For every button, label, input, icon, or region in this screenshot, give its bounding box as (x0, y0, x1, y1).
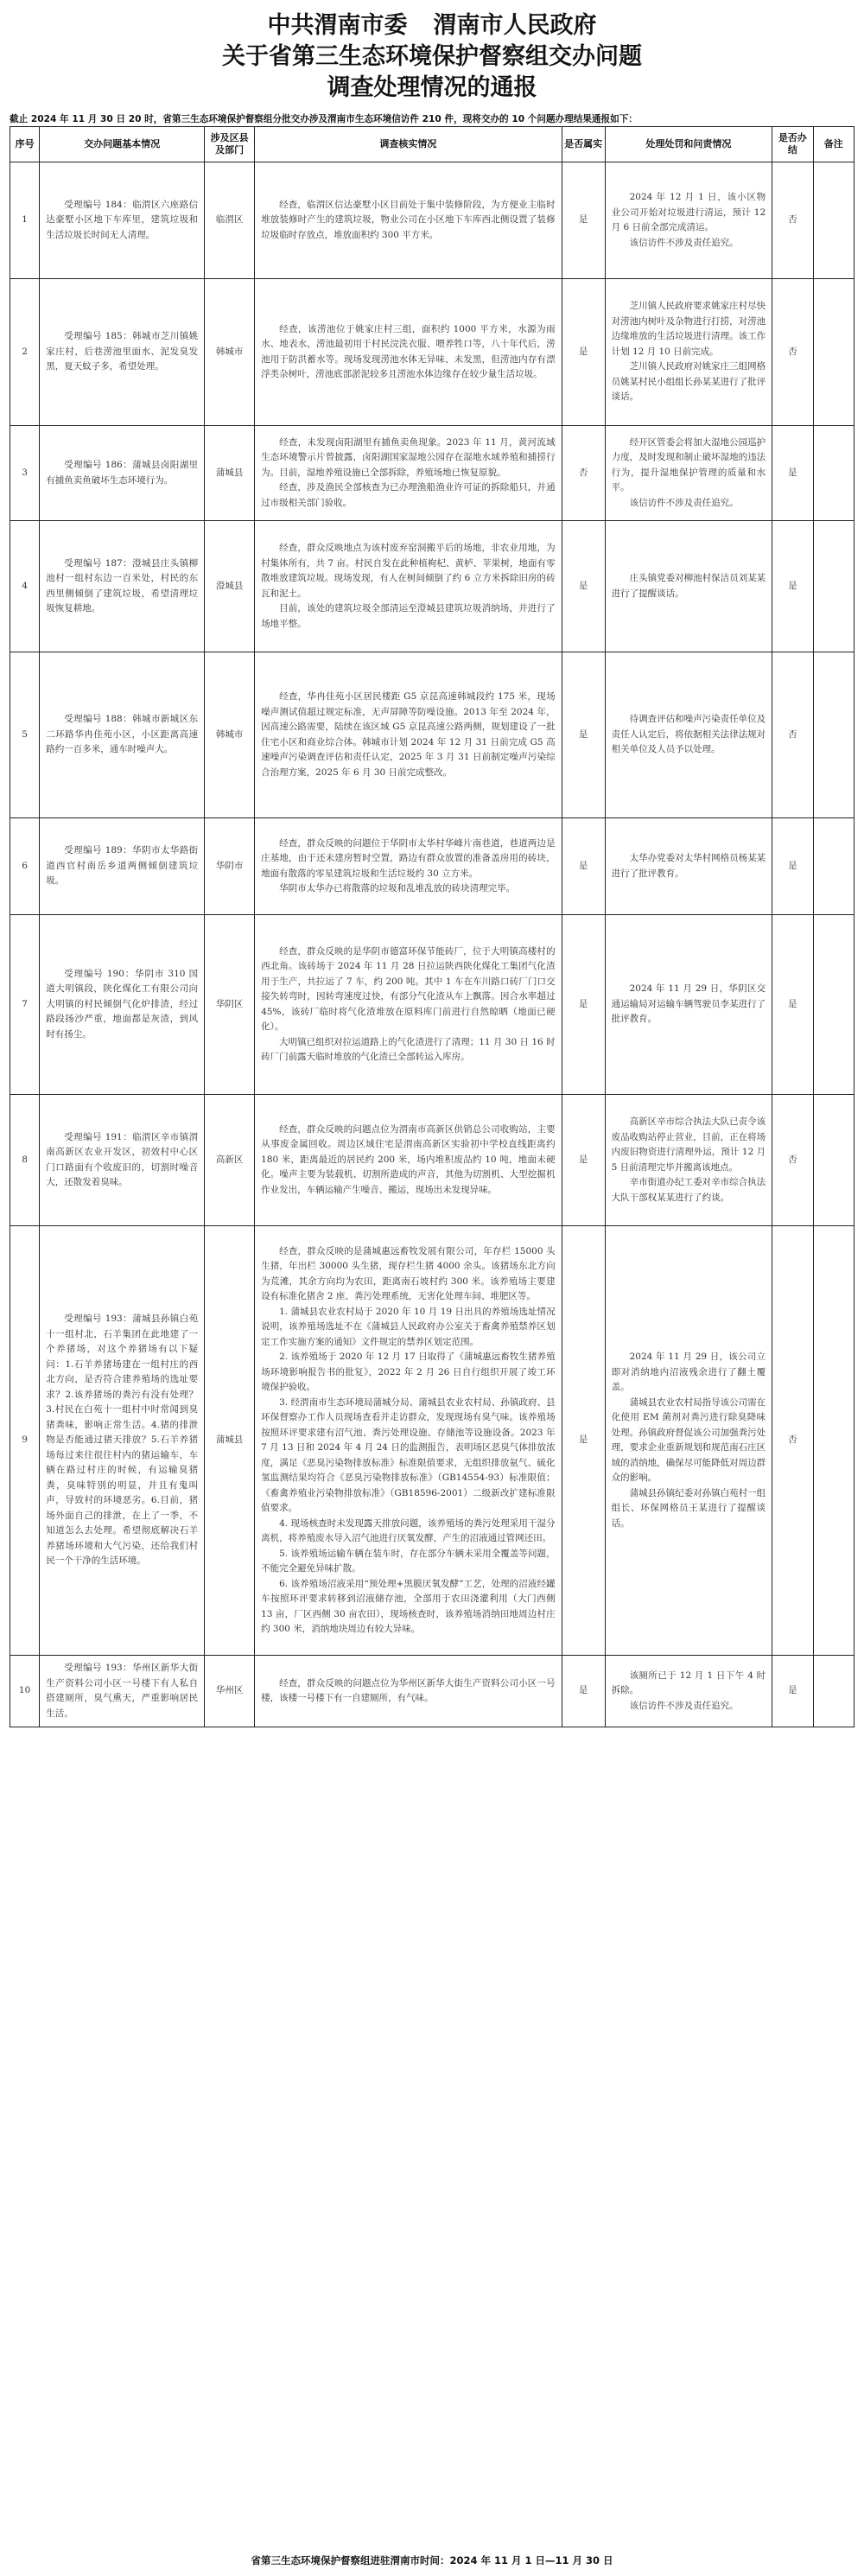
cell-investigation (255, 1226, 562, 1656)
cell-investigation (255, 818, 562, 915)
handling-paragraph: 芝川镇人民政府对姚家庄三组网格员姚某村民小组组长孙某某进行了批评谈话。 (611, 361, 766, 403)
investigation-paragraph: 5. 该养殖场运输车辆在装车时，存在部分车辆未采用全覆盖等问题，不能完全避免异味扩散。 (261, 1548, 556, 1574)
cell-handling (605, 1226, 772, 1656)
cell-seq: 2 (10, 279, 40, 426)
handling-paragraph: 辛市街道办纪工委对辛市综合执法大队干部权某某进行了约谈。 (611, 1177, 766, 1203)
cell-investigation (255, 915, 562, 1095)
cell-investigation (255, 279, 562, 426)
handling-paragraph: 蒲城县农业农村局指导该公司需在化使用 EM 菌剂对粪污进行除臭降味处理。孙镇政府督促该公司加强粪污处理，要求企业重新规划和规范南石庄区域的消纳地，确保尽可能降低对周边群众的影响。 (611, 1396, 766, 1483)
header-closed: 是否办结 (772, 127, 813, 162)
cell-issue: 受理编号 187：澄城县庄头镇柳池村一组村东边一百米处，村民的东西里侧倾倒了建筑垃圾，希望清理垃圾恢复耕地。 (40, 521, 205, 652)
handling-paragraph: 太华办党委对太华村网格员杨某某进行了批评教育。 (611, 853, 766, 879)
cell-verified: 是 (562, 915, 605, 1095)
cell-seq: 1 (10, 162, 40, 279)
cell-closed: 否 (772, 652, 813, 818)
cell-district: 高新区 (205, 1095, 255, 1226)
cell-remark (813, 652, 854, 818)
cell-handling (605, 426, 772, 521)
cell-verified: 是 (562, 279, 605, 426)
cell-remark (813, 915, 854, 1095)
investigation-paragraph: 目前，该处的建筑垃圾全部清运至澄城县建筑垃圾消纳场，并进行了场地平整。 (261, 603, 556, 629)
investigation-paragraph: 6. 该养殖场沼液采用“预处理+黑膜厌氧发酵”工艺，处理的沼液经罐车按照环评要求转移到沼液储存池，全部用于农田浇灌利用（大门西侧 13 亩，厂区西侧 30 亩农田），现场核查时，该养殖场消纳田地周边村庄约 300 米，消纳地块周边有较大异味。 (261, 1578, 556, 1634)
table-row (10, 426, 854, 521)
cell-verified: 是 (562, 652, 605, 818)
investigation-paragraph: 经查，群众反映的是蒲城惠远畜牧发展有限公司，年存栏 15000 头生猪，年出栏 30000 头生猪，现存栏生猪 4000 余头。该猪场东北方向为荒滩，其余方向均为农田，距离南石坡村约 300 米。该养殖场主要建设有标准化猪舍 2 座、粪污处理系统，无害化处理车间、堆肥区等。 (261, 1245, 556, 1301)
cell-closed: 是 (772, 915, 813, 1095)
cell-handling (605, 162, 772, 279)
cell-closed: 否 (772, 1226, 813, 1656)
cell-remark (813, 521, 854, 652)
cell-district: 华州区 (205, 1656, 255, 1727)
cell-verified: 是 (562, 1656, 605, 1727)
investigation-paragraph: 华阴市太华办已将散落的垃圾和乱堆乱放的砖块清理完毕。 (279, 883, 516, 894)
investigation-paragraph: 3. 经渭南市生态环境局蒲城分局、蒲城县农业农村局、孙镇政府、县环保督察办工作人员现场查看并走访群众，发现现场有臭气味。该养殖场按照环评要求建有沼气池、粪污处理设施、存储池等设施设备。2023 年 7 月 13 日和 2024 年 4 月 24 日的监测报告，表明场区恶臭气体排放浓度，满足《恶臭污染物排放标准》标准限值要求，无组织排放氨气、硫化氢监测结果均符合《恶臭污染物排放标准》（GB14554-93）标准限值；《畜禽养殖业污染物排放标准》（GB18596-2001）二级新改扩建标准限值要求。 (261, 1396, 556, 1513)
handling-paragraph: 经开区管委会将加大湿地公园巡护力度，及时发现和制止破坏湿地的违法行为，提升湿地保护管理的质量和水平。 (611, 436, 766, 493)
cell-verified: 是 (562, 1226, 605, 1656)
investigation-paragraph: 2. 该养殖场于 2020 年 12 月 17 日取得了《蒲城惠远畜牧生猪养殖场环境影响报告书的批复》，2022 年 2 月 26 日自行组织开展了竣工环境保护验收。 (261, 1352, 556, 1392)
cell-handling (605, 279, 772, 426)
cell-seq: 10 (10, 1656, 40, 1727)
cell-investigation (255, 1656, 562, 1727)
handling-paragraph: 该厕所已于 12 月 1 日下午 4 时拆除。 (611, 1670, 766, 1696)
investigation-paragraph: 经查，涉及渔民全部核查为已办理渔船渔业许可证的拆除船只，并通过市级相关部门验收。 (261, 482, 556, 508)
title-line-1 (0, 0, 864, 41)
cell-remark (813, 1095, 854, 1226)
issues-table (10, 126, 854, 1727)
cell-closed: 是 (772, 521, 813, 652)
cell-district: 韩城市 (205, 652, 255, 818)
cell-investigation (255, 652, 562, 818)
cell-closed: 是 (772, 1656, 813, 1727)
investigation-paragraph: 大明镇已组织对拉运道路上的气化渣进行了清理；11 月 30 日 16 时砖厂门前露天临时堆放的气化渣已全部转运入库房。 (261, 1036, 556, 1062)
investigation-paragraph: 经查，该涝池位于姚家庄村三组，面积约 1000 平方米，水源为雨水、地表水，涝池最初用于村民浣洗衣服、喂养牲口等，八十年代后，涝池用于防洪蓄水等。现场发现涝池水体无异味、未发黑，但涝池内存有漂浮类杂树叶，涝池底部淤泥较多且涝池水体边缘存在较少量生活垃圾。 (261, 323, 556, 379)
cell-verified: 是 (562, 162, 605, 279)
investigation-paragraph: 经查，群众反映的是华阴市德富环保节能砖厂，位于大明镇高楼村的西北角。该砖场于 2024 年 11 月 28 日拉运陕西陕化煤化工集团气化渣用于生产，共拉运了 7 车，约 200 吨。其中 1 车在车川路口砖厂门口交接失转弯时，因转弯速度过快，有部分气化渣从车上飘落。因合水率超过 45%，该砖厂临时将气化渣堆放在原料库门前进行自然晾晒（地面已硬化）。 (261, 945, 556, 1032)
header-district: 涉及区县及部门 (205, 127, 255, 162)
document-header (0, 0, 864, 109)
table-row (10, 521, 854, 652)
investigation-paragraph: 经查，群众反映的问题点位为华州区新华大街生产资料公司小区一号楼，该楼一号楼下有一自建厕所，有气味。 (261, 1677, 556, 1703)
investigation-paragraph: 4. 现场核查时未发现露天排放问题，该养殖场的粪污处理采用干湿分离机，将养殖废水导入沼气池进行厌氧发酵，产生的沼液通过管网还田。 (261, 1517, 556, 1543)
cell-seq: 8 (10, 1095, 40, 1226)
issuer-government: 渭南市人民政府 (433, 12, 597, 39)
handling-paragraph: 2024 年 11 月 29 日，该公司立即对消纳地内沼液残余进行了翻土覆盖。 (611, 1352, 766, 1392)
handling-paragraph: 该信访件不涉及责任追究。 (629, 1700, 739, 1711)
cell-remark (813, 1226, 854, 1656)
cell-handling (605, 521, 772, 652)
cell-remark (813, 162, 854, 279)
header-investigation: 调查核实情况 (255, 127, 562, 162)
cell-remark (813, 426, 854, 521)
cell-verified: 是 (562, 818, 605, 915)
cell-remark (813, 279, 854, 426)
investigation-paragraph: 经查，临渭区信达豪墅小区目前处于集中装修阶段，为方便业主临时堆放装修时产生的建筑垃圾，物业公司在小区地下车库西北侧设置了装修垃圾临时存放点，堆放面积约 300 平方米。 (261, 199, 556, 240)
header-verified: 是否属实 (562, 127, 605, 162)
handling-paragraph: 庄头镇党委对柳池村保洁员刘某某进行了提醒谈话。 (611, 573, 766, 599)
cell-investigation (255, 162, 562, 279)
handling-paragraph: 该信访件不涉及责任追究。 (629, 237, 739, 248)
cell-seq: 6 (10, 818, 40, 915)
cell-closed: 否 (772, 279, 813, 426)
handling-paragraph: 该信访件不涉及责任追究。 (629, 497, 739, 508)
investigation-paragraph: 经查，群众反映的问题点位为渭南市高新区供销总公司收购站，主要从事废金属回收。周边区域住宅是渭南高新区实验初中学校直线距离约 180 米，距离最近的居民约 200 米，场内堆积废品约 10 吨，地面未硬化。噪声主要为装载机、切割所造成的声音，其他为切割机、大型挖掘机作业发出，车辆运输产生噪音、搬运，现场出未发现异味。 (261, 1123, 556, 1195)
cell-district: 韩城市 (205, 279, 255, 426)
cell-issue: 受理编号 193：华州区新华大街生产资料公司小区一号楼下有人私自搭建厕所，臭气熏天，严重影响居民生活。 (40, 1656, 205, 1727)
title-line-2: 关于省第三生态环境保护督察组交办问题 (222, 43, 642, 70)
handling-paragraph: 2024 年 11 月 29 日，华阴区交通运输局对运输车辆驾驶员李某进行了批评教育。 (611, 983, 766, 1025)
table-row (10, 279, 854, 426)
cell-district: 华阴市 (205, 818, 255, 915)
cell-issue: 受理编号 189：华阴市太华路街道西官村南岳乡道两侧倾倒建筑垃圾。 (40, 818, 205, 915)
cell-handling (605, 1095, 772, 1226)
cell-seq: 5 (10, 652, 40, 818)
investigation-paragraph: 经查，群众反映的问题位于华阴市太华村华峰片南巷道，巷道两边是庄基地，由于还未建房暂时空置，路边有群众放置的准备盖房用的砖块，地面有散落的零星建筑垃圾和生活垃圾约 30 立方米。 (261, 837, 556, 879)
cell-closed: 否 (772, 162, 813, 279)
handling-paragraph: 芝川镇人民政府要求姚家庄村尽快对涝池内树叶及杂物进行打捞，对涝池边缘堆放的生活垃圾进行清理。该工作计划 12 月 10 日前完成。 (611, 301, 766, 357)
handling-paragraph: 2024 年 12 月 1 日，该小区物业公司开始对垃圾进行清运，预计 12 月 6 日前全部完成清运。 (611, 192, 766, 232)
cell-seq: 9 (10, 1226, 40, 1656)
cell-district: 蒲城县 (205, 1226, 255, 1656)
cell-issue: 受理编号 190：华阴市 310 国道大明镇段，陕化煤化工有限公司向大明镇的村民倾倒气化炉排渣，经过路段扬沙严重，地面都是灰渣，到风时有扬尘。 (40, 915, 205, 1095)
table-row (10, 162, 854, 279)
table-body (10, 162, 854, 1727)
table-row (10, 1226, 854, 1656)
cell-issue: 受理编号 186：蒲城县卤阳湖里有捕鱼卖鱼破坏生态环境行为。 (40, 426, 205, 521)
investigation-paragraph: 1. 蒲城县农业农村局于 2020 年 10 月 19 日出具的养殖场选址情况说明，该养殖场选址不在《蒲城县人民政府办公室关于畜禽养殖禁养区划定工作实施方案的通知》文件规定的禁养区划定范围。 (261, 1306, 556, 1347)
cell-issue: 受理编号 193：蒲城县孙镇白苑十一组村北，石羊集团在此地建了一个养猪场，对这个养猪场有以下疑问：1.石羊养猪场建在一组村庄的西北方向，是否符合建养殖场的选址要求？2.该养猪场的粪污有没有处理？3.村民在白苑十一组村中时常闻到臭猪粪味，影响正常生活。4.猪的排泄物是否能通过猪天排放？5.石羊养猪场每过来往很往村内的猪运输车，车辆在路过村庄的时候，有运输臭猪粪，臭味特别的明显，并且有鬼叫声，导致村的环境恶劣。6.目前，猪场外面自己的排泄，在上了一季，不知道怎么去处理。希望彻底解决石羊养猪场环境和大气污染，还给我们村民一个干净的生活环境。 (40, 1226, 205, 1656)
cell-closed: 是 (772, 818, 813, 915)
intro-paragraph: 截止 2024 年 11 月 30 日 20 时，省第三生态环境保护督察组分批交办涉及渭南市生态环境信访件 210 件，现将交办的 10 个问题办理结果通报如下： (10, 114, 638, 124)
issuer-party: 中共渭南市委 (267, 12, 408, 39)
cell-issue: 受理编号 188：韩城市新城区东二环路华冉佳苑小区，小区距离高速路约一百多米，通车时噪声大。 (40, 652, 205, 818)
header-remark: 备注 (813, 127, 854, 162)
cell-seq: 3 (10, 426, 40, 521)
cell-district: 华阴区 (205, 915, 255, 1095)
cell-seq: 7 (10, 915, 40, 1095)
investigation-paragraph: 经查，群众反映地点为该村废弃窑洞搬平后的场地，非农业用地，为村集体所有，共 7 亩。村民自发在此种植枸杞、黄栌、苹果树，地面有零散堆放建筑垃圾。现场发现，有人在树间倾倒了约 6 立方米拆除旧房的砖瓦和泥土。 (261, 543, 556, 599)
cell-seq: 4 (10, 521, 40, 652)
cell-district: 临渭区 (205, 162, 255, 279)
cell-investigation (255, 1095, 562, 1226)
cell-closed: 是 (772, 426, 813, 521)
table-row (10, 1656, 854, 1727)
header-issue: 交办问题基本情况 (40, 127, 205, 162)
table-row (10, 1095, 854, 1226)
handling-paragraph: 蒲城县孙镇纪委对孙镇白苑村一组组长、环保网格员王某进行了提醒谈话。 (611, 1487, 766, 1529)
investigation-paragraph: 经查，华冉佳苑小区居民楼距 G5 京昆高速韩城段约 175 米，现场噪声测试值超过规定标准，无声屏障等防噪设施。2013 年至 2024 年，因高速公路需要，陆续在该区域 G5 京昆高速公路两侧，规划建设了一批住宅小区和商业综合体。韩城市计划 2024 年 12 月 31 日前完成 G5 高速噪声污染调查评估和责任认定，2025 年 3 月 31 日前制定噪声污染综合治理方案，2025 年 6 月 30 日前完成整改。 (261, 691, 556, 778)
header-seq: 序号 (10, 127, 40, 162)
cell-remark (813, 1656, 854, 1727)
cell-handling (605, 818, 772, 915)
header-handling: 处理处罚和问责情况 (605, 127, 772, 162)
table-row (10, 652, 854, 818)
handling-paragraph: 高新区辛市综合执法大队已责令该废品收购站停止营业，目前，正在将场内废旧物资进行清理外运，预计 12 月 5 日前清理完毕并搬离该地点。 (611, 1116, 766, 1173)
cell-investigation (255, 426, 562, 521)
cell-verified: 是 (562, 521, 605, 652)
table-row (10, 818, 854, 915)
cell-closed: 否 (772, 1095, 813, 1226)
cell-handling (605, 652, 772, 818)
cell-handling (605, 1656, 772, 1727)
cell-handling (605, 915, 772, 1095)
table-header-row (10, 127, 854, 162)
cell-investigation (255, 521, 562, 652)
cell-remark (813, 818, 854, 915)
cell-district: 澄城县 (205, 521, 255, 652)
cell-issue: 受理编号 185：韩城市芝川镇姚家庄村，后巷涝池里面水、泥发臭发黑，夏天蚊子多，希望处理。 (40, 279, 205, 426)
table-row (10, 915, 854, 1095)
title-line-3: 调查处理情况的通报 (327, 74, 537, 101)
investigation-paragraph: 经查，未发现卤阳湖里有捕鱼卖鱼现象。2023 年 11 月，黄河流域生态环境警示片曾披露，卤阳湖国家湿地公园存在湿地水域养殖和捕捞行为。目前，湿地养殖设施已全部拆除，养殖场地已恢复原貌。 (261, 436, 556, 478)
footer-note: 省第三生态环境保护督察组进驻渭南市时间：2024 年 11 月 1 日—11 月 30 日 (251, 2554, 613, 2566)
cell-district: 蒲城县 (205, 426, 255, 521)
cell-issue: 受理编号 191：临渭区辛市镇渭南高新区农业开发区，初效村中心区门口路面有个收废旧的，切割时噪音大，还散发着臭味。 (40, 1095, 205, 1226)
handling-paragraph: 待调查评估和噪声污染责任单位及责任人认定后，将依据相关法律法规对相关单位及人员予以处理。 (611, 714, 766, 755)
cell-issue: 受理编号 184：临渭区六座路信达豪墅小区地下车库里，建筑垃圾和生活垃圾长时间无人清理。 (40, 162, 205, 279)
cell-verified: 是 (562, 1095, 605, 1226)
cell-verified: 否 (562, 426, 605, 521)
